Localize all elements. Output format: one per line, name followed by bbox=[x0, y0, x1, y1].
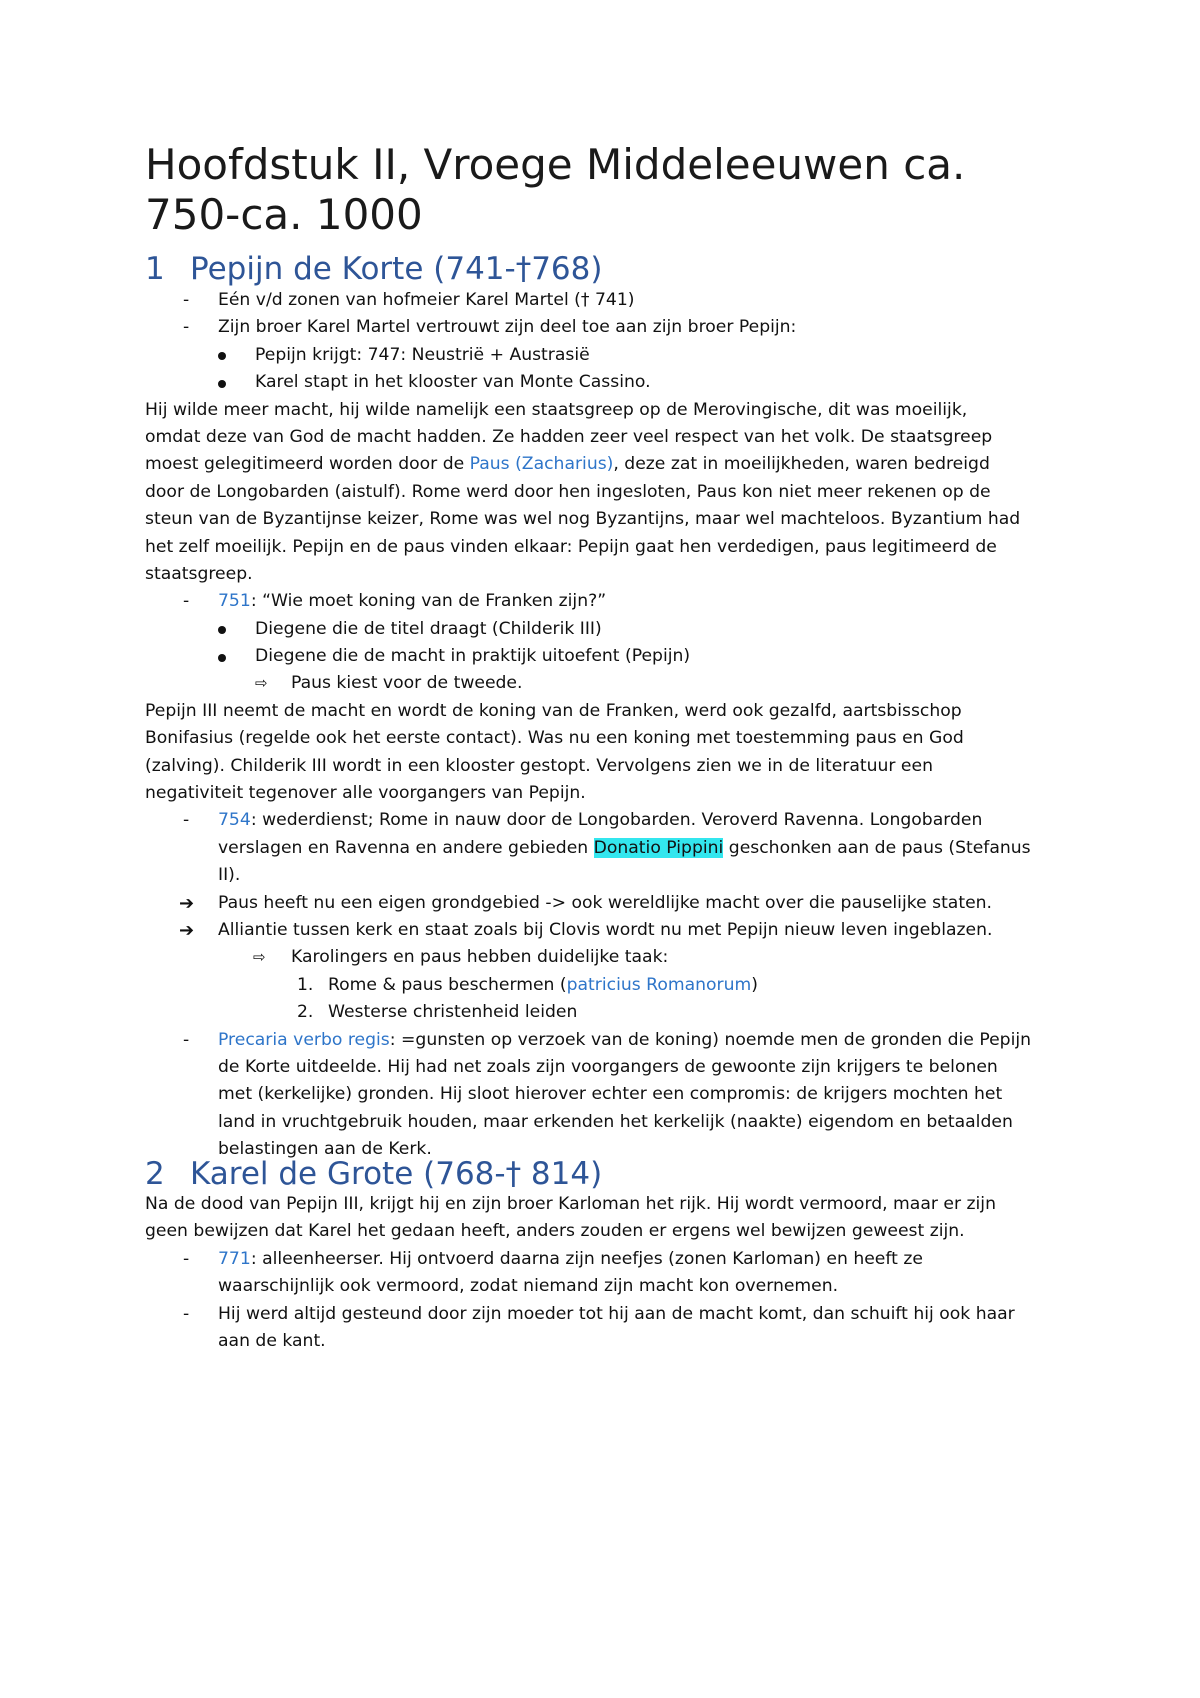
list-item-continuation: waarschijnlijk ook vermoord, zodat niemand zijn macht kon overnemen. bbox=[218, 1276, 839, 1297]
list-item-continuation: belastingen aan de Kerk. bbox=[218, 1139, 432, 1160]
numbered-item: 2. Westerse christenheid leiden bbox=[145, 999, 1075, 1026]
list-item: - Hij werd altijd gesteund door zijn moeder tot hij aan de macht komt, dan schuift hij ook haar bbox=[145, 1301, 1075, 1328]
list-item: - 751: “Wie moet koning van de Franken zijn?” bbox=[145, 588, 1075, 615]
dash-marker: - bbox=[183, 1029, 190, 1050]
term-patricius-romanorum: patricius Romanorum bbox=[566, 974, 752, 995]
section-heading-1 bbox=[145, 249, 602, 289]
dash-marker: - bbox=[183, 1248, 190, 1269]
bullet-item: Pepijn krijgt: 747: Neustrië + Austrasië bbox=[145, 342, 1075, 369]
section-2-body bbox=[145, 1191, 1075, 1355]
arrow-item: ➔ Paus heeft nu een eigen grondgebied -> ook wereldlijke macht over die pauselijke staten. bbox=[145, 890, 1075, 917]
list-item-continuation: met (kerkelijke) gronden. Hij sloot hierover echter een compromis: de krijgers mochten het bbox=[218, 1084, 1003, 1105]
bullet-item: Karel stapt in het klooster van Monte Cassino. bbox=[145, 369, 1075, 396]
bullet-icon bbox=[218, 369, 226, 396]
number-marker: 1. bbox=[297, 974, 314, 995]
paragraph-line: (zalving). Childerik III wordt in een klooster gestopt. Vervolgens zien we in de literatuur een bbox=[145, 755, 933, 776]
section-number: 2 bbox=[145, 1156, 165, 1192]
arrow-right-icon: ⇨ bbox=[253, 948, 266, 967]
number-marker: 2. bbox=[297, 1002, 314, 1023]
section-heading-2 bbox=[145, 1154, 602, 1194]
paragraph-line: het zelf moeilijk. Pepijn en de paus vinden elkaar: Pepijn gaat hen verdedigen, paus legitimeerd de bbox=[145, 536, 997, 557]
list-item-continuation: II). bbox=[218, 865, 241, 886]
bullet-icon bbox=[218, 616, 226, 643]
arrow-right-icon: ⇨ bbox=[255, 674, 268, 693]
list-item-continuation: land in vruchtgebruik houden, maar erkenden het kerkelijk (naakte) eigendom en betaalden bbox=[218, 1111, 1013, 1132]
list-item-continuation: verslagen en Ravenna en andere gebieden Donatio Pippini geschonken aan de paus (Stefanus bbox=[218, 837, 1031, 858]
highlight-donatio-pippini: Donatio Pippini bbox=[593, 837, 724, 858]
bullet-item: Diegene die de titel draagt (Childerik III) bbox=[145, 616, 1075, 643]
term-paus-zacharius: Paus (Zacharius) bbox=[469, 454, 614, 475]
list-item-continuation: de Korte uitdeelde. Hij had net zoals zijn voorgangers de gewoonte zijn krijgers te belonen bbox=[218, 1056, 998, 1077]
dash-marker: - bbox=[183, 591, 190, 612]
paragraph-line: steun van de Byzantijnse keizer, Rome was wel nog Byzantijns, maar wel machteloos. Byzantium had bbox=[145, 509, 1021, 530]
bullet-icon bbox=[218, 643, 226, 670]
bullet-icon bbox=[218, 342, 226, 369]
numbered-item: 1. Rome & paus beschermen (patricius Romanorum) bbox=[145, 972, 1075, 999]
arrow-item: ⇨ Karolingers en paus hebben duidelijke taak: bbox=[145, 944, 1075, 971]
paragraph-line: Bonifasius (regelde ook het eerste contact). Was nu een koning met toestemming paus en God bbox=[145, 728, 964, 749]
paragraph-line: door de Longobarden (aistulf). Rome werd door hen ingesloten, Paus kon niet meer rekenen op de bbox=[145, 481, 991, 502]
arrow-item: ➔ Alliantie tussen kerk en staat zoals bij Clovis wordt nu met Pepijn nieuw leven ingeblazen. bbox=[145, 917, 1075, 944]
paragraph-line: Na de dood van Pepijn III, krijgt hij en zijn broer Karloman het rijk. Hij wordt vermoord, maar er zijn bbox=[145, 1194, 996, 1214]
document-title bbox=[145, 140, 1075, 240]
paragraph-line: omdat deze van God de macht hadden. Ze hadden zeer veel respect van het volk. De staatsgreep bbox=[145, 426, 993, 447]
section-title: Pepijn de Korte (741-†768) bbox=[190, 251, 603, 287]
list-item: - 754: wederdienst; Rome in nauw door de Longobarden. Veroverd Ravenna. Longobarden bbox=[145, 807, 1075, 834]
paragraph-line: negativiteit tegenover alle voorgangers van Pepijn. bbox=[145, 783, 586, 804]
section-number: 1 bbox=[145, 251, 165, 287]
paragraph-line: geen bewijzen dat Karel het gedaan heeft, anders zouden er ergens wel bewijzen geweest zijn. bbox=[145, 1221, 965, 1242]
bullet-item: Diegene die de macht in praktijk uitoefent (Pepijn) bbox=[145, 643, 1075, 670]
paragraph-line: staatsgreep. bbox=[145, 563, 253, 584]
term-precaria: Precaria verbo regis bbox=[218, 1029, 390, 1050]
year-754: 754 bbox=[218, 810, 251, 831]
list-item: - Precaria verbo regis: =gunsten op verzoek van de koning) noemde men de gronden die Pepijn bbox=[145, 1027, 1075, 1054]
list-item: - 771: alleenheerser. Hij ontvoerd daarna zijn neefjes (zonen Karloman) en heeft ze bbox=[145, 1246, 1075, 1273]
year-751: 751 bbox=[218, 591, 251, 612]
arrow-item: ⇨ Paus kiest voor de tweede. bbox=[145, 670, 1075, 697]
list-item: - Zijn broer Karel Martel vertrouwt zijn deel toe aan zijn broer Pepijn: bbox=[145, 314, 1075, 341]
dash-marker: - bbox=[183, 290, 190, 310]
dash-marker: - bbox=[183, 1303, 190, 1324]
year-771: 771 bbox=[218, 1248, 251, 1269]
paragraph-line: Hij wilde meer macht, hij wilde namelijk een staatsgreep op de Merovingische, dit was moeilijk, bbox=[145, 399, 968, 420]
section-title: Karel de Grote (768-† 814) bbox=[190, 1156, 603, 1192]
section-1-body bbox=[145, 287, 1075, 1164]
paragraph-line: Pepijn III neemt de macht en wordt de koning van de Franken, werd ook gezalfd, aartsbisschop bbox=[145, 700, 962, 721]
title-line-2: 750-ca. 1000 bbox=[145, 190, 423, 239]
paragraph-line: moest gelegitimeerd worden door de Paus (Zacharius), deze zat in moeilijkheden, waren bedreigd bbox=[145, 454, 990, 475]
list-item: - Eén v/d zonen van hofmeier Karel Martel († 741) bbox=[145, 287, 1075, 314]
bold-arrow-icon: ➔ bbox=[179, 892, 195, 914]
title-line-1: Hoofdstuk II, Vroege Middeleeuwen ca. bbox=[145, 140, 966, 189]
bold-arrow-icon: ➔ bbox=[179, 919, 195, 941]
list-item-continuation: aan de kant. bbox=[218, 1330, 326, 1351]
dash-marker: - bbox=[183, 810, 190, 831]
dash-marker: - bbox=[183, 317, 190, 338]
